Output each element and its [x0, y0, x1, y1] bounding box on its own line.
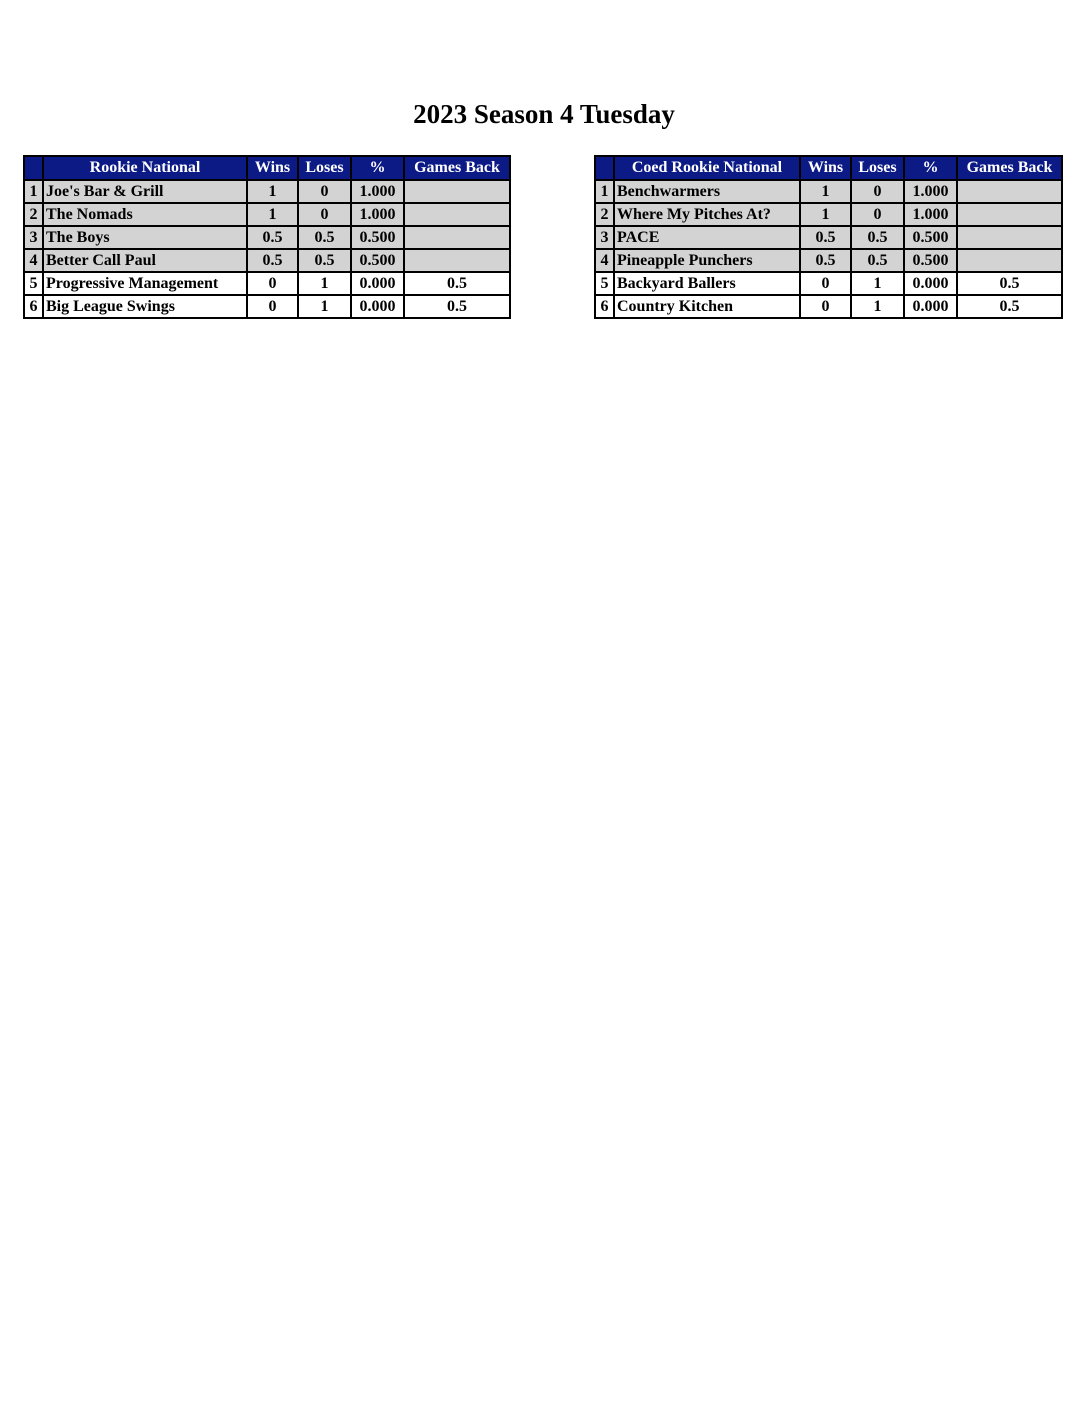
games-back-cell [957, 226, 1062, 249]
games-back-cell [957, 249, 1062, 272]
rank-cell: 3 [595, 226, 614, 249]
table-row [595, 180, 1062, 203]
loses-cell: 0.5 [851, 249, 904, 272]
rank-cell: 3 [24, 226, 43, 249]
pct-header: % [904, 156, 957, 180]
pct-cell: 0.500 [904, 249, 957, 272]
team-cell: Where My Pitches At? [614, 203, 800, 226]
rank-header [24, 156, 43, 180]
loses-cell: 1 [851, 295, 904, 318]
table-row [595, 203, 1062, 226]
games-back-header: Games Back [404, 156, 510, 180]
games-back-cell [404, 226, 510, 249]
table-row [24, 180, 510, 203]
wins-cell: 0.5 [800, 226, 851, 249]
table-row [595, 272, 1062, 295]
wins-cell: 0 [247, 272, 298, 295]
wins-cell: 0.5 [247, 226, 298, 249]
loses-cell: 0 [851, 180, 904, 203]
loses-cell: 0.5 [851, 226, 904, 249]
team-cell: Better Call Paul [43, 249, 247, 272]
team-cell: PACE [614, 226, 800, 249]
wins-cell: 0.5 [247, 249, 298, 272]
page-title: 2023 Season 4 Tuesday [413, 99, 675, 129]
table-row [595, 249, 1062, 272]
team-cell: Pineapple Punchers [614, 249, 800, 272]
loses-cell: 0 [851, 203, 904, 226]
rank-cell: 1 [595, 180, 614, 203]
loses-cell: 1 [851, 272, 904, 295]
pct-cell: 0.500 [904, 226, 957, 249]
pct-cell: 0.000 [904, 295, 957, 318]
pct-header: % [351, 156, 404, 180]
games-back-cell: 0.5 [404, 295, 510, 318]
wins-cell: 1 [247, 180, 298, 203]
table-row [24, 295, 510, 318]
pct-cell: 1.000 [351, 203, 404, 226]
wins-cell: 0 [800, 272, 851, 295]
rank-cell: 6 [24, 295, 43, 318]
wins-cell: 0.5 [800, 249, 851, 272]
rank-cell: 2 [595, 203, 614, 226]
loses-cell: 0.5 [298, 226, 351, 249]
pct-cell: 0.000 [351, 272, 404, 295]
team-cell: Benchwarmers [614, 180, 800, 203]
division-header: Rookie National [43, 156, 247, 180]
rank-cell: 6 [595, 295, 614, 318]
pct-cell: 1.000 [904, 180, 957, 203]
rank-cell: 5 [24, 272, 43, 295]
pct-cell: 0.000 [904, 272, 957, 295]
loses-cell: 1 [298, 272, 351, 295]
team-cell: Progressive Management [43, 272, 247, 295]
rank-cell: 1 [24, 180, 43, 203]
rank-header [595, 156, 614, 180]
games-back-cell: 0.5 [957, 272, 1062, 295]
division-header: Coed Rookie National [614, 156, 800, 180]
standings-table-coed-rookie-national [594, 155, 1063, 319]
pct-cell: 0.000 [351, 295, 404, 318]
loses-cell: 1 [298, 295, 351, 318]
table-row [24, 249, 510, 272]
table-row [24, 226, 510, 249]
team-cell: Big League Swings [43, 295, 247, 318]
games-back-cell [957, 203, 1062, 226]
team-cell: Backyard Ballers [614, 272, 800, 295]
wins-header: Wins [800, 156, 851, 180]
games-back-cell [404, 180, 510, 203]
games-back-cell [957, 180, 1062, 203]
wins-cell: 1 [247, 203, 298, 226]
team-cell: Joe's Bar & Grill [43, 180, 247, 203]
games-back-header: Games Back [957, 156, 1062, 180]
wins-header: Wins [247, 156, 298, 180]
rank-cell: 4 [24, 249, 43, 272]
loses-cell: 0 [298, 180, 351, 203]
loses-header: Loses [298, 156, 351, 180]
wins-cell: 1 [800, 180, 851, 203]
rank-cell: 5 [595, 272, 614, 295]
table-row [24, 203, 510, 226]
team-cell: The Boys [43, 226, 247, 249]
standings-table-rookie-national [23, 155, 511, 319]
pct-cell: 0.500 [351, 249, 404, 272]
loses-header: Loses [851, 156, 904, 180]
loses-cell: 0 [298, 203, 351, 226]
pct-cell: 1.000 [904, 203, 957, 226]
table-row [595, 226, 1062, 249]
team-cell: Country Kitchen [614, 295, 800, 318]
header-row [24, 156, 510, 180]
games-back-cell [404, 203, 510, 226]
games-back-cell [404, 249, 510, 272]
pct-cell: 1.000 [351, 180, 404, 203]
team-cell: The Nomads [43, 203, 247, 226]
pct-cell: 0.500 [351, 226, 404, 249]
wins-cell: 0 [800, 295, 851, 318]
loses-cell: 0.5 [298, 249, 351, 272]
rank-cell: 2 [24, 203, 43, 226]
games-back-cell: 0.5 [404, 272, 510, 295]
wins-cell: 1 [800, 203, 851, 226]
table-row [595, 295, 1062, 318]
games-back-cell: 0.5 [957, 295, 1062, 318]
rank-cell: 4 [595, 249, 614, 272]
wins-cell: 0 [247, 295, 298, 318]
header-row [595, 156, 1062, 180]
table-row [24, 272, 510, 295]
